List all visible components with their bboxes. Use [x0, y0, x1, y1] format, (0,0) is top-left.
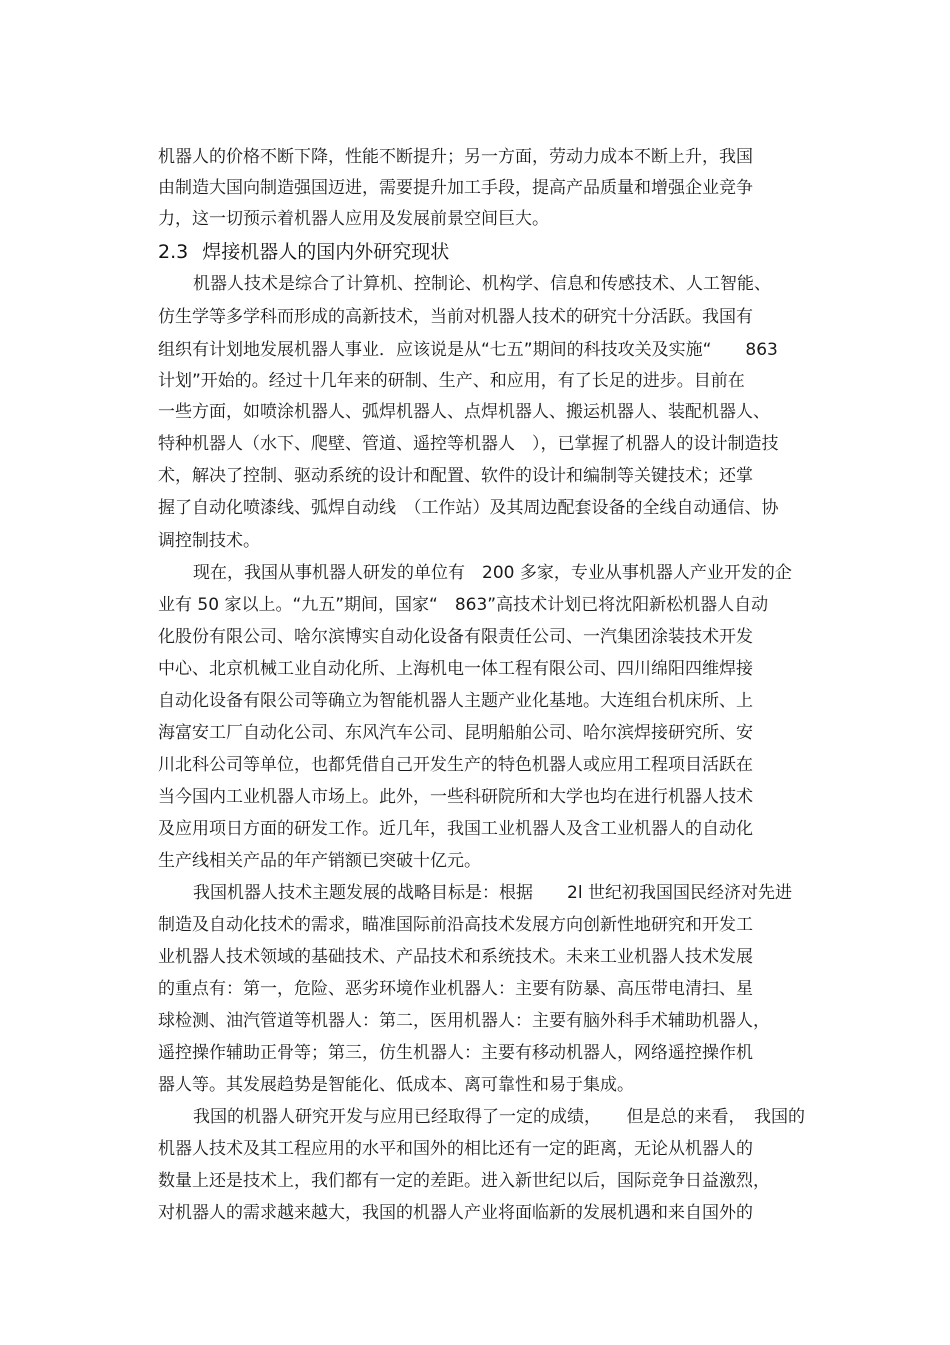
paragraph-line: 化股份有限公司、啥尔滨博实自动化设备有限责任公司、一汽集团涂装技术开发	[158, 627, 753, 647]
paragraph-line: 球检测、油汽管道等机器人：第二，医用机器人：主要有脑外科手术辅助机器人，	[158, 1011, 770, 1031]
section-heading	[158, 236, 449, 268]
paragraph-line: 机器人技术是综合了计算机、控制论、机构学、信息和传感技术、人工智能、	[193, 274, 771, 294]
paragraph-line: 握了自动化喷漆线、弧焊自动线 （工作站）及其周边配套设备的全线自动通信、协	[158, 498, 779, 518]
text-line: 由制造大国向制造强国迈进，需要提升加工手段，提高产品质量和增强企业竞争	[158, 178, 753, 198]
paragraph-line: 生产线相关产品的年产销额已突破十亿元。	[158, 851, 481, 871]
paragraph-line: 现在，我国从事机器人研发的单位有 200 多家，专业从事机器人产业开发的企	[193, 563, 792, 583]
text-line: 机器人的价格不断下降，性能不断提升；另一方面，劳动力成本不断上升，我国	[158, 147, 753, 167]
section-number: 2.3	[158, 241, 189, 263]
paragraph-line: 仿生学等多学科而形成的高新技术，当前对机器人技术的研究十分活跃。我国有	[158, 307, 753, 327]
paragraph-line: 自动化设备有限公司等确立为智能机器人主题产业化基地。大连组台机床所、上	[158, 691, 753, 711]
paragraph-line: 业机器人技术领域的基础技术、产品技术和系统技术。未来工业机器人技术发展	[158, 947, 753, 967]
paragraph-line: 组织有计划地发展机器人事业．应该说是从“七五”期间的科技攻关及实施“ 863	[158, 340, 778, 360]
paragraph-line: 机器人技术及其工程应用的水平和国外的相比还有一定的距离，无论从机器人的	[158, 1139, 753, 1159]
paragraph-line: 及应用项日方面的研发工作。近几年，我国工业机器人及含工业机器人的自动化	[158, 819, 753, 839]
paragraph-line: 当今国内工业机器人市场上。此外，一些科研院所和大学也均在进行机器人技术	[158, 787, 753, 807]
paragraph-line: 遥控操作辅助正骨等；第三，仿生机器人：主要有移动机器人，网络遥控操作机	[158, 1043, 753, 1063]
paragraph-line: 川北科公司等单位，也都凭借自己开发生产的特色机器人或应用工程项目活跃在	[158, 755, 753, 775]
section-title: 焊接机器人的国内外研究现状	[202, 241, 450, 263]
paragraph-line: 调控制技术。	[158, 531, 260, 551]
paragraph-line: 一些方面，如喷涂机器人、弧焊机器人、点焊机器人、搬运机器人、装配机器人、	[158, 402, 770, 422]
paragraph-line: 计划”开始的。经过十几年来的研制、生产、和应用，有了长足的进步。目前在	[158, 371, 745, 391]
paragraph-line: 我国机器人技术主题发展的战略目标是：根据 2l 世纪初我国国民经济对先进	[193, 883, 792, 903]
paragraph-line: 数量上还是技术上，我们都有一定的差距。进入新世纪以后，国际竞争日益激烈，	[158, 1171, 770, 1191]
paragraph-line: 术，解决了控制、驱动系统的设计和配置、软件的设计和编制等关键技术；还掌	[158, 466, 753, 486]
paragraph-line: 我国的机器人研究开发与应用已经取得了一定的成绩， 但是总的来看， 我国的	[193, 1107, 805, 1127]
paragraph-line: 特种机器人（水下、爬壁、管道、遥控等机器人 ），已掌握了机器人的设计制造技	[158, 434, 779, 454]
paragraph-line: 制造及自动化技术的需求，瞄准国际前沿高技术发展方向创新性地研究和开发工	[158, 915, 753, 935]
paragraph-line: 业有 50 家以上。“九五”期间，国家“ 863”高技术计划已将沈阳新松机器人自动	[158, 595, 769, 615]
paragraph-line: 海富安工厂自动化公司、东风汽车公司、昆明船舶公司、哈尔滨焊接研究所、安	[158, 723, 753, 743]
text-line: 力，这一切预示着机器人应用及发展前景空间巨大。	[158, 209, 549, 229]
paragraph-line: 对机器人的需求越来越大，我国的机器人产业将面临新的发展机遇和来自国外的	[158, 1203, 753, 1223]
paragraph-line: 器人等。其发展趋势是智能化、低成本、离可靠性和易于集成。	[158, 1075, 634, 1095]
paragraph-line: 中心、北京机械工业自动化所、上海机电一体工程有限公司、四川绵阳四维焊接	[158, 659, 753, 679]
paragraph-line: 的重点有：第一，危险、恶劣环境作业机器人：主要有防暴、高压带电清扫、星	[158, 979, 753, 999]
